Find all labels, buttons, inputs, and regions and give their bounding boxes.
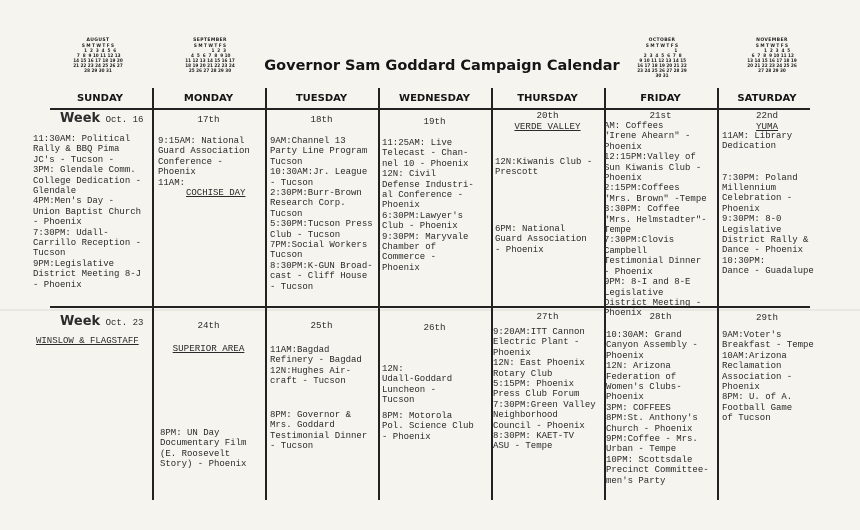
day-location: YUMA	[755, 121, 779, 132]
column-divider	[717, 88, 719, 500]
week-date: Oct. 23	[105, 318, 144, 328]
event-list: 12N: Udall-Goddard Luncheon - Tucson	[382, 364, 453, 406]
day-number: 19th	[423, 116, 446, 127]
week-word: Week	[60, 314, 101, 329]
week-label-1	[60, 111, 143, 126]
header-thursday: THURSDAY	[517, 92, 578, 104]
wednesday-oct26-events-b	[382, 411, 474, 442]
event-list: 9AM:Voter's Breakfast - Tempe 10AM:Arizona Reclamation Association - Phoenix 8PM: U. of A. Football Game of Tucson	[722, 330, 814, 424]
column-divider	[378, 88, 380, 500]
mini-calendar-grid: S M T W T F S 1 2 3 4 5 6 7 8 9 10 11 12 13 14 15 16 17 18 19 20 21 22 23 24 25 26 27 28 29 30	[185, 43, 235, 73]
paper-fold	[0, 309, 860, 311]
mini-calendar-grid: S M T W T F S 1 2 3 4 5 6 7 8 9 10 11 12 13 14 15 16 17 18 19 20 21 22 23 24 25 26 27 28 29 30 31	[637, 43, 687, 78]
mini-calendar-month: SEPTEMBER	[193, 38, 227, 43]
event-list: 11:25AM: Live Telecast - Chan- nel 10 - Phoenix 12N: Civil Defense Industri- al Conference - Phoenix 6:30PM:Lawyer's Club - Phoenix 9:30PM: Maryvale Chamber of Commerce - Phoenix	[382, 138, 474, 273]
week-word: Week	[60, 111, 101, 126]
mini-calendar-grid: S M T W T F S 1 2 3 4 5 6 7 8 9 10 11 12 13 14 15 16 17 18 19 20 21 22 23 24 25 26 27 28 29 30	[747, 43, 797, 73]
saturday-oct29-events	[722, 330, 814, 424]
monday-oct24-events	[160, 428, 246, 470]
event-list: 9AM:Channel 13 Party Line Program Tucson 10:30AM:Jr. League - Tucson 2:30PM:Burr-Brown Research Corp. Tucson 5:30PM:Tucson Press Club - Tucson 7PM:Social Workers Tucson 8:30PM:K-GUN Broad- cast - Cliff House - Tucson	[270, 136, 373, 292]
day-number: 24th	[197, 320, 220, 331]
header-wednesday: WEDNESDAY	[399, 92, 470, 104]
header-friday: FRIDAY	[640, 92, 681, 104]
header-sunday: SUNDAY	[76, 92, 123, 104]
day-number: 26th	[423, 322, 446, 333]
header-saturday: SATURDAY	[737, 92, 797, 104]
mini-calendar-grid: S M T W T F S 1 2 3 4 5 6 7 8 9 10 11 12 13 14 15 16 17 18 19 20 21 22 23 24 25 26 27 28 29 30 31	[73, 43, 123, 73]
friday-oct28-events	[606, 330, 709, 486]
day-location: COCHISE DAY	[186, 188, 246, 199]
wednesday-oct19-events	[382, 138, 474, 273]
friday-oct21-events	[604, 121, 707, 319]
page-title: Governor Sam Goddard Campaign Calendar	[264, 58, 620, 74]
day-number: 28th	[649, 311, 672, 322]
day-number: 27th	[536, 311, 559, 322]
week-date: Oct. 16	[105, 115, 144, 125]
saturday-oct22-events	[722, 131, 814, 277]
day-number: 17th	[197, 114, 220, 125]
event-list: 9:20AM:ITT Cannon Electric Plant - Phoenix 12N: East Phoenix Rotary Club 5:15PM: Phoenix Press Club Forum 7:30PM:Green Valley Neighborhood Council - Phoenix 8:30PM: KAET-TV ASU - Tempe	[493, 327, 596, 452]
week-label-2	[60, 314, 143, 329]
mini-calendar-november	[742, 38, 802, 73]
mini-calendar-month: NOVEMBER	[756, 38, 788, 43]
sunday-oct16-events	[33, 134, 141, 290]
thursday-oct20-events-b	[495, 224, 587, 255]
mini-calendar-august	[68, 38, 128, 73]
day-number: 22nd	[755, 110, 779, 121]
column-divider	[265, 88, 267, 500]
event-list: 11:30AM: Political Rally & BBQ Pima JC's - Tucson - 3PM: Glendale Comm. College Dedication - Glendale 4PM:Men's Day - Union Baptist Church - Phoenix 7:30PM: Udall- Carrillo Reception - Tucson 9PM:Legislative District Meeting 8-J - Phoenix	[33, 134, 142, 290]
wednesday-oct26-events-a	[382, 364, 452, 406]
day-number: 29th	[755, 312, 779, 323]
event-list: 6PM: National Guard Association - Phoenix	[495, 224, 587, 255]
event-list: 8PM: UN Day Documentary Film (E. Roosevelt Story) - Phoenix	[160, 428, 247, 470]
event-list: 11AM: Library Dedication 7:30PM: Poland Millennium Celebration - Phoenix 9:30PM: 8-0 Legislative District Rally & Dance - Phoenix 10:30PM: Dance - Guadalupe	[722, 131, 814, 277]
thursday-oct27-events	[493, 327, 596, 452]
sunday-oct23-location: WINSLOW & FLAGSTAFF	[36, 336, 139, 346]
column-divider	[152, 88, 154, 500]
mini-calendar-month: OCTOBER	[648, 38, 676, 43]
event-list: AM: Coffees "Irene Ahearn" - Phoenix 12:15PM:Valley of Sun Kiwanis Club - Phoenix 2:15PM:Coffees "Mrs. Brown" -Tempe 3:30PM: Coffee "Mrs. Helmstadter"- Tempe 7:30PM:Clovis Campbell Testimonial Dinner - Phoenix 9PM: 8-I and 8-E Legislative District Meeting - Phoenix	[604, 121, 707, 319]
mini-calendar-september	[180, 38, 240, 73]
tuesday-oct25-events-b	[270, 410, 367, 452]
day-number: 21st	[649, 110, 672, 121]
mini-calendar-month: AUGUST	[86, 38, 110, 43]
day-number: 18th	[310, 114, 333, 125]
event-list: 8PM: Governor & Mrs. Goddard Testimonial Dinner - Tucson	[270, 410, 368, 452]
day-number: 25th	[310, 320, 333, 331]
tuesday-oct18-events	[270, 136, 373, 292]
event-list: 9:15AM: National Guard Association Conference - Phoenix 11AM:	[158, 136, 250, 188]
mini-calendar-october	[632, 38, 692, 78]
day-location: VERDE VALLEY	[514, 121, 581, 132]
monday-oct17-events	[158, 136, 250, 198]
event-list: 11AM:Bagdad Refinery - Bagdad 12N:Hughes Air- craft - Tucson	[270, 345, 362, 387]
header-tuesday: TUESDAY	[295, 92, 348, 104]
day-number: 20th	[536, 110, 559, 121]
tuesday-oct25-events-a	[270, 345, 362, 387]
header-monday: MONDAY	[183, 92, 234, 104]
day-location: SUPERIOR AREA	[172, 343, 245, 354]
event-list: 10:30AM: Grand Canyon Assembly - Phoenix 12N: Arizona Federation of Women's Clubs- Phoenix 3PM: COFFEES 8PM:St. Anthony's Church - Phoenix 9PM:Coffee - Mrs. Urban - Tempe 10PM: Scottsdale Precinct Committee- men's Party	[606, 330, 709, 486]
event-list: 12N:Kiwanis Club - Prescott	[495, 157, 593, 178]
thursday-oct20-events-a	[495, 157, 592, 178]
event-list: 8PM: Motorola Pol. Science Club - Phoenix	[382, 411, 474, 442]
